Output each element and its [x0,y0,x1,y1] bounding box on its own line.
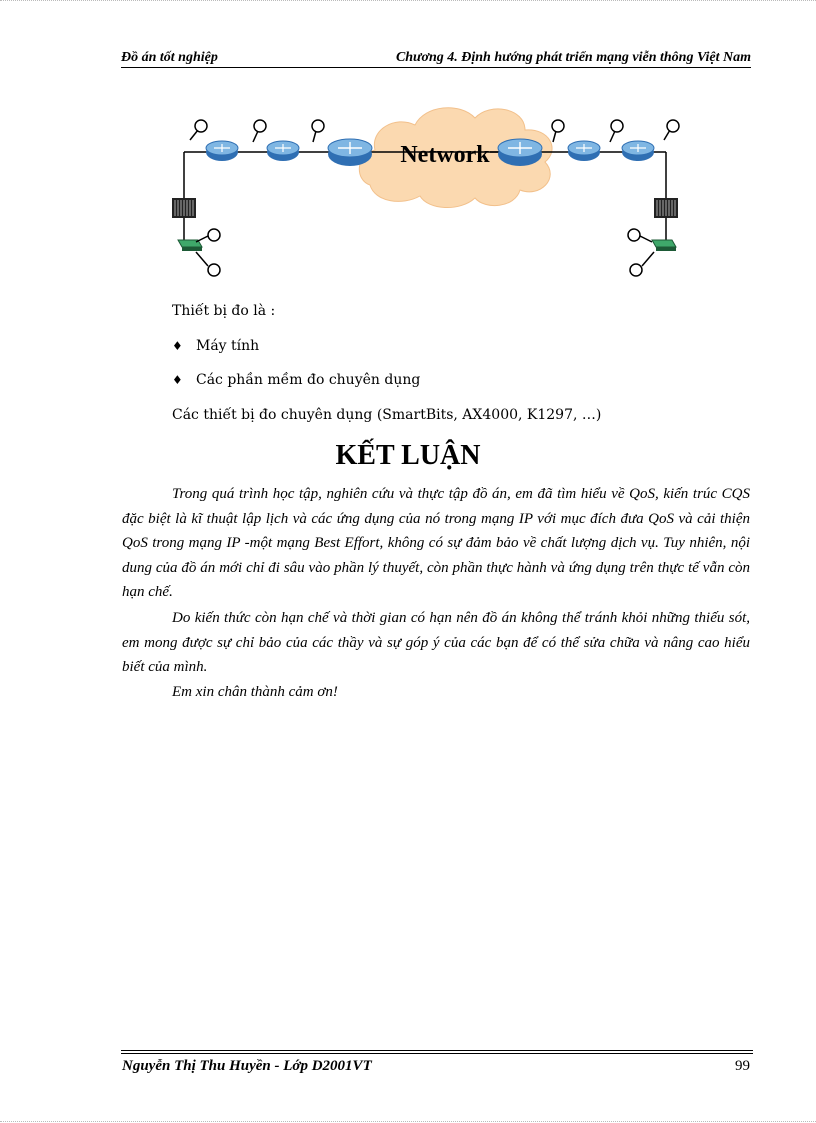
core-router-icon [498,139,542,166]
diamond-bullet-icon: ♦ [172,339,183,353]
network-diagram [170,90,700,285]
server-rack-icon [654,198,678,218]
router-icon [267,141,299,161]
footer-author: Nguyễn Thị Thu Huyền - Lớp D2001VT [122,1058,372,1074]
conclusion-thanks: Em xin chân thành cảm ơn! [172,684,338,700]
probe-icons-bottom [196,229,654,276]
core-router-icon [328,139,372,166]
bullet-item [172,338,259,354]
diamond-bullet-icon: ♦ [172,373,183,387]
page-border-top [0,0,816,2]
header-rule [121,67,751,68]
router-icon [622,141,654,161]
conclusion-paragraph: Trong quá trình học tập, nghiên cứu và thực tập đồ án, em đã tìm hiểu về QoS, kiến trúc CQS đặc biệt là kĩ thuật lập lịch và các ứng dụng của nó trong mạng IP với mục đích đưa QoS và cải thiện QoS trong mạng IP -một mạng Best Effort, không có sự đảm bảo về chất lượng dịch vụ. Tuy nhiên, nội dung của đồ án mới chỉ đi sâu vào phần lý thuyết, còn phần thực hành và ứng dụng trên thực tế vẫn còn hạn chế. [122,486,750,600]
page-number: 99 [735,1058,750,1074]
bullet-item [172,372,420,388]
bullet-item-text: Các phần mềm đo chuyên dụng [196,372,421,388]
footer-rule [121,1050,753,1051]
bullet-item-text: Máy tính [196,338,260,354]
conclusion-title: KẾT LUẬN [335,440,481,471]
switch-icon [652,240,676,251]
router-icon [206,141,238,161]
router-icon [568,141,600,161]
server-rack-icon [172,198,196,218]
special-devices-text: Các thiết bị đo chuyên dụng (SmartBits, AX4000, K1297, …) [172,407,602,423]
network-cloud-label: Network [400,142,490,168]
conclusion-paragraph: Do kiến thức còn hạn chế và thời gian có hạn nên đồ án không thể tránh khỏi những thiếu sót, em mong được sự chỉ bảo của các thầy và sự góp ý của các bạn để có thể sửa chữa và nâng cao hiểu biết của mình. [122,610,750,675]
header-left-text: Đồ án tốt nghiệp [121,50,218,65]
header-right-text: Chương 4. Định hướng phát triển mạng viễn thông Việt Nam [395,50,751,65]
switch-icon [178,240,202,251]
footer-rule [121,1053,753,1054]
devices-lead-text: Thiết bị đo là : [172,303,276,319]
